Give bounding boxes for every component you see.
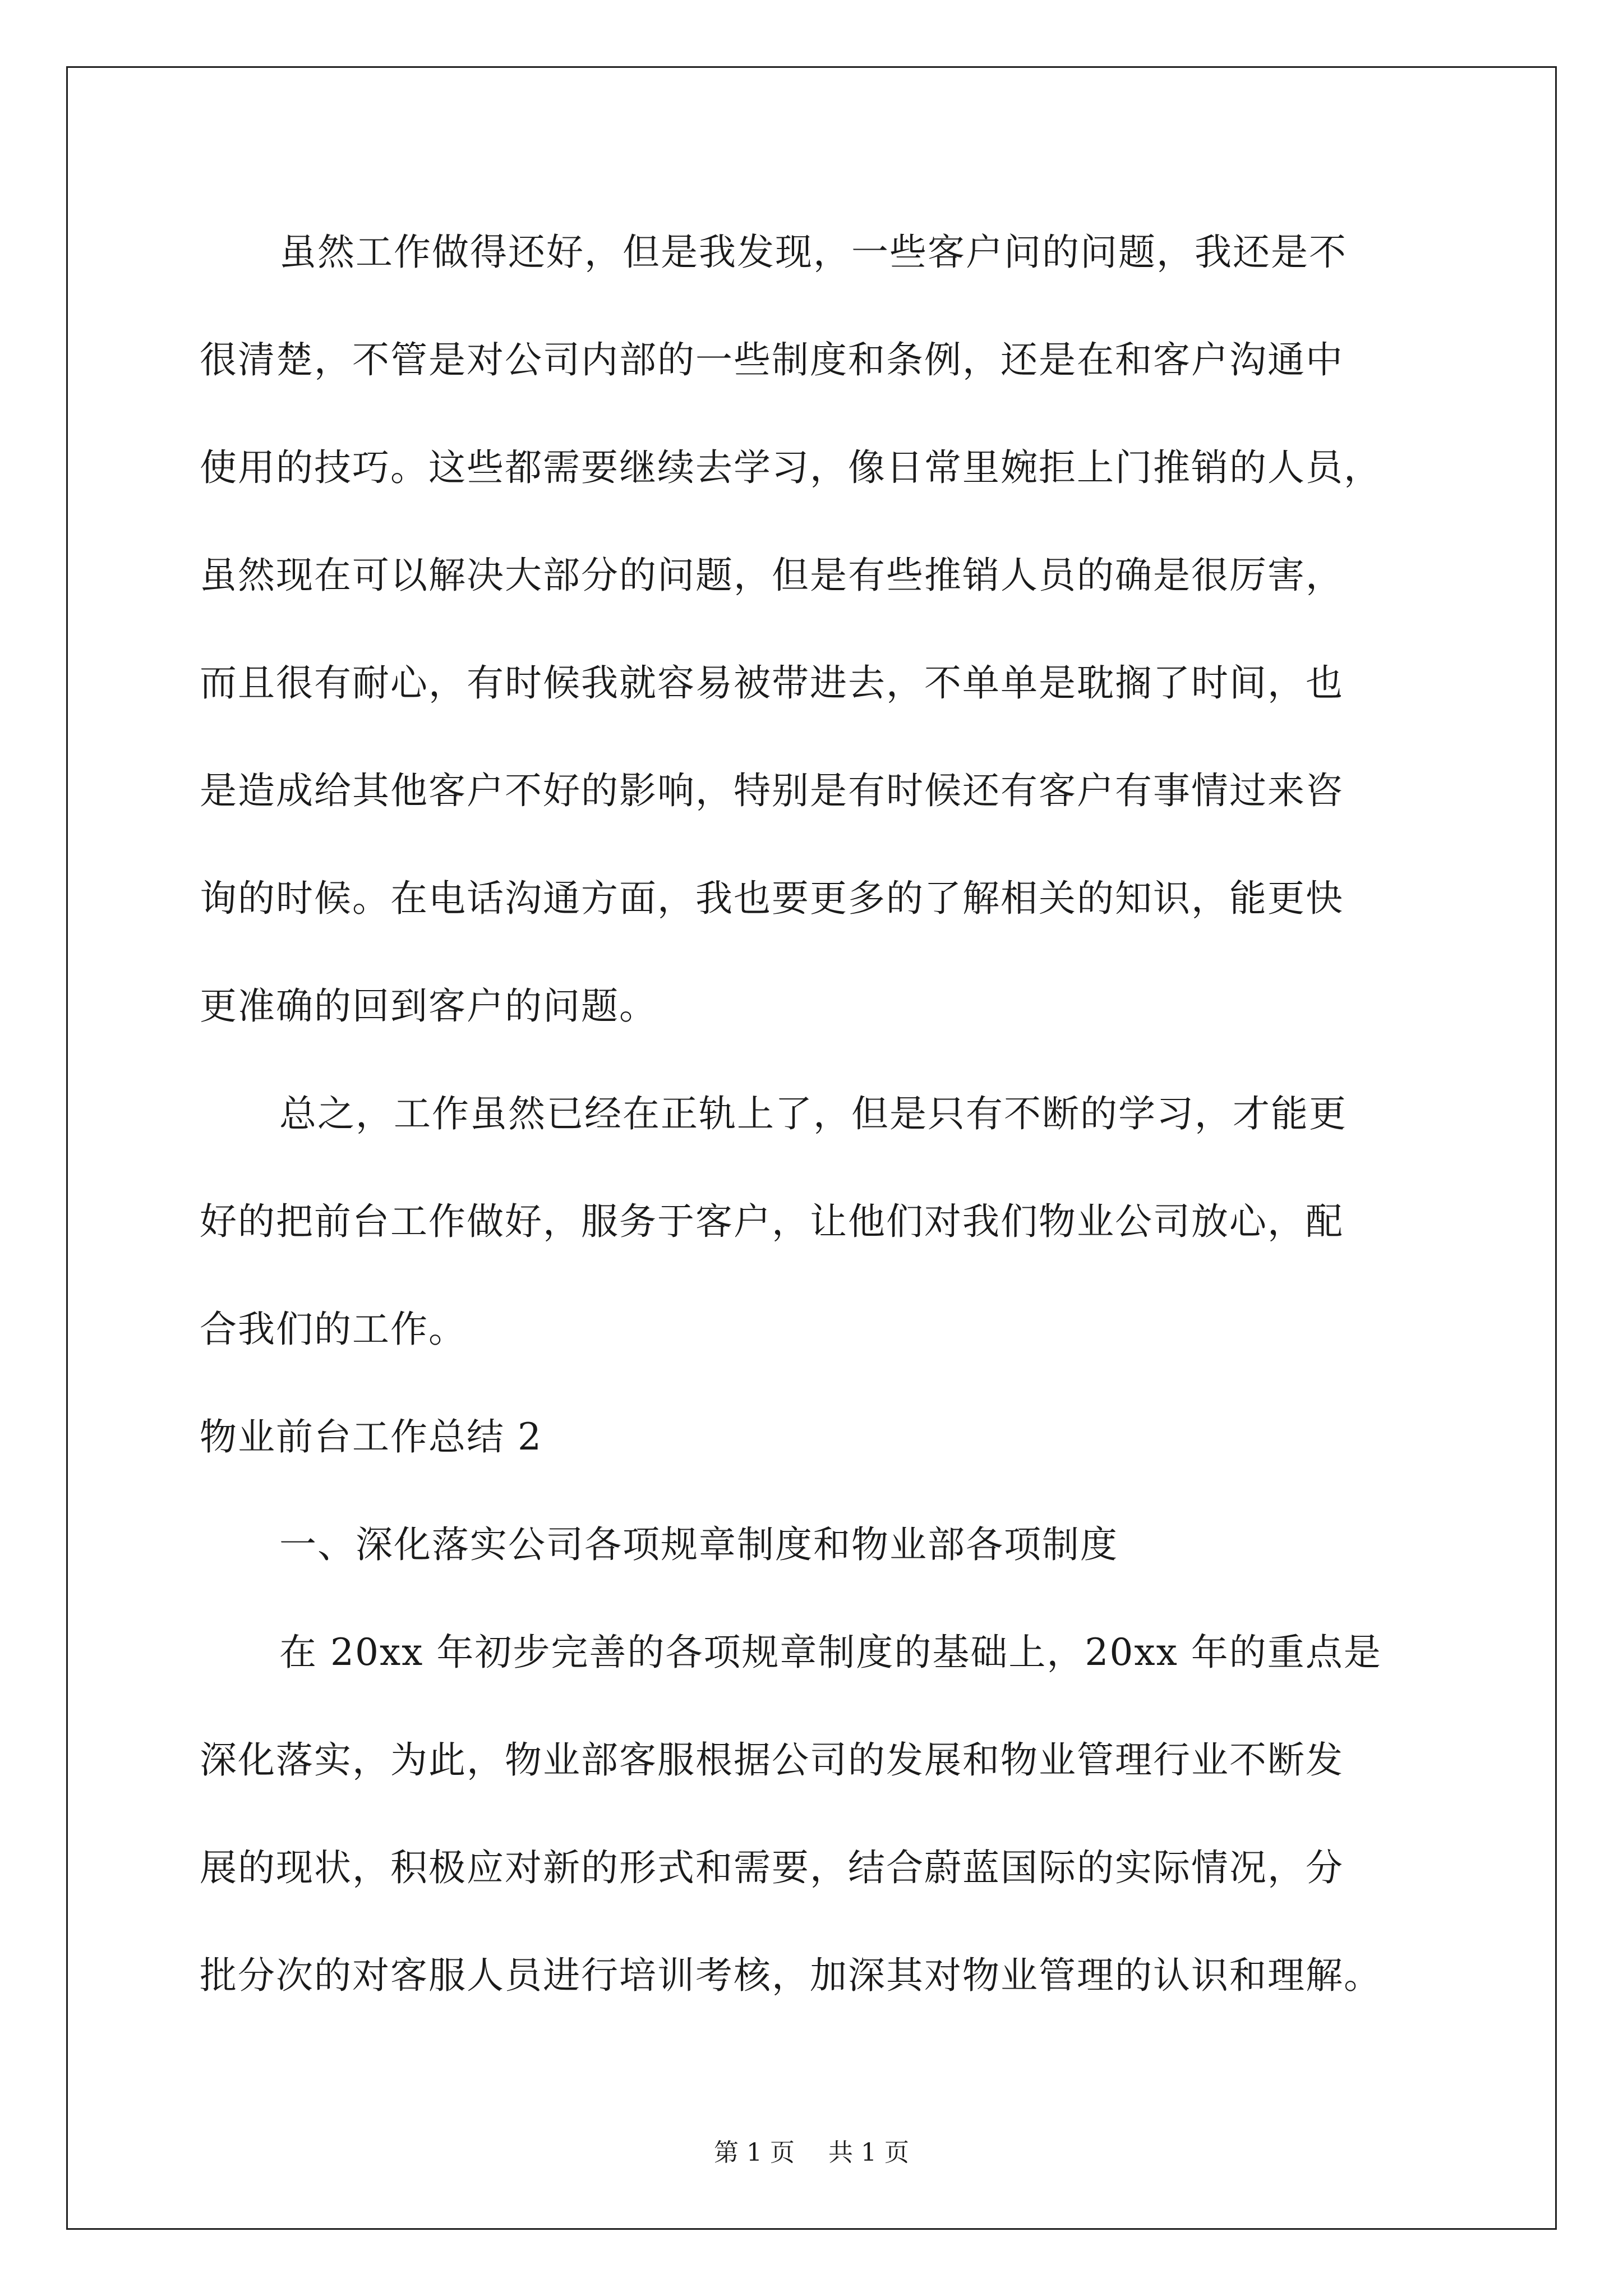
paragraph-line: 询的时候。在电话沟通方面，我也要更多的了解相关的知识，能更快 [200,877,1344,920]
paragraph-line: 总之，工作虽然已经在正轨上了，但是只有不断的学习，才能更 [279,1092,1347,1135]
paragraph-line: 更准确的回到客户的问题。 [200,984,657,1028]
document-body [200,219,1428,2050]
page-footer [0,2136,1623,2170]
page-count: 共 1 页 [828,2138,909,2167]
section-heading: 物业前台工作总结 2 [200,1415,542,1458]
paragraph-line: 深化落实，为此，物业部客服根据公司的发展和物业管理行业不断发 [200,1738,1344,1782]
paragraph-line: 虽然现在可以解决大部分的问题，但是有些推销人员的确是很厉害， [200,554,1344,597]
paragraph-line: 虽然工作做得还好，但是我发现，一些客户问的问题，我还是不 [279,231,1347,274]
paragraph-line: 是造成给其他客户不好的影响，特别是有时候还有客户有事情过来咨 [200,769,1344,812]
paragraph-line: 在 20xx 年初步完善的各项规章制度的基础上，20xx 年的重点是 [279,1631,1382,1674]
paragraph-line: 合我们的工作。 [200,1308,467,1351]
subsection-heading: 一、深化落实公司各项规章制度和物业部各项制度 [279,1523,1118,1566]
paragraph-line: 使用的技巧。这些都需要继续去学习，像日常里婉拒上门推销的人员， [200,446,1382,489]
paragraph-line: 很清楚，不管是对公司内部的一些制度和条例，还是在和客户沟通中 [200,338,1344,381]
paragraph-line: 而且很有耐心，有时候我就容易被带进去，不单单是耽搁了时间，也 [200,661,1344,705]
page-number: 第 1 页 [714,2138,795,2167]
paragraph-line: 好的把前台工作做好，服务于客户，让他们对我们物业公司放心，配 [200,1200,1344,1243]
paragraph-line: 展的现状，积极应对新的形式和需要，结合蔚蓝国际的实际情况，分 [200,1846,1344,1889]
paragraph-line: 批分次的对客服人员进行培训考核，加深其对物业管理的认识和理解。 [200,1954,1382,1997]
